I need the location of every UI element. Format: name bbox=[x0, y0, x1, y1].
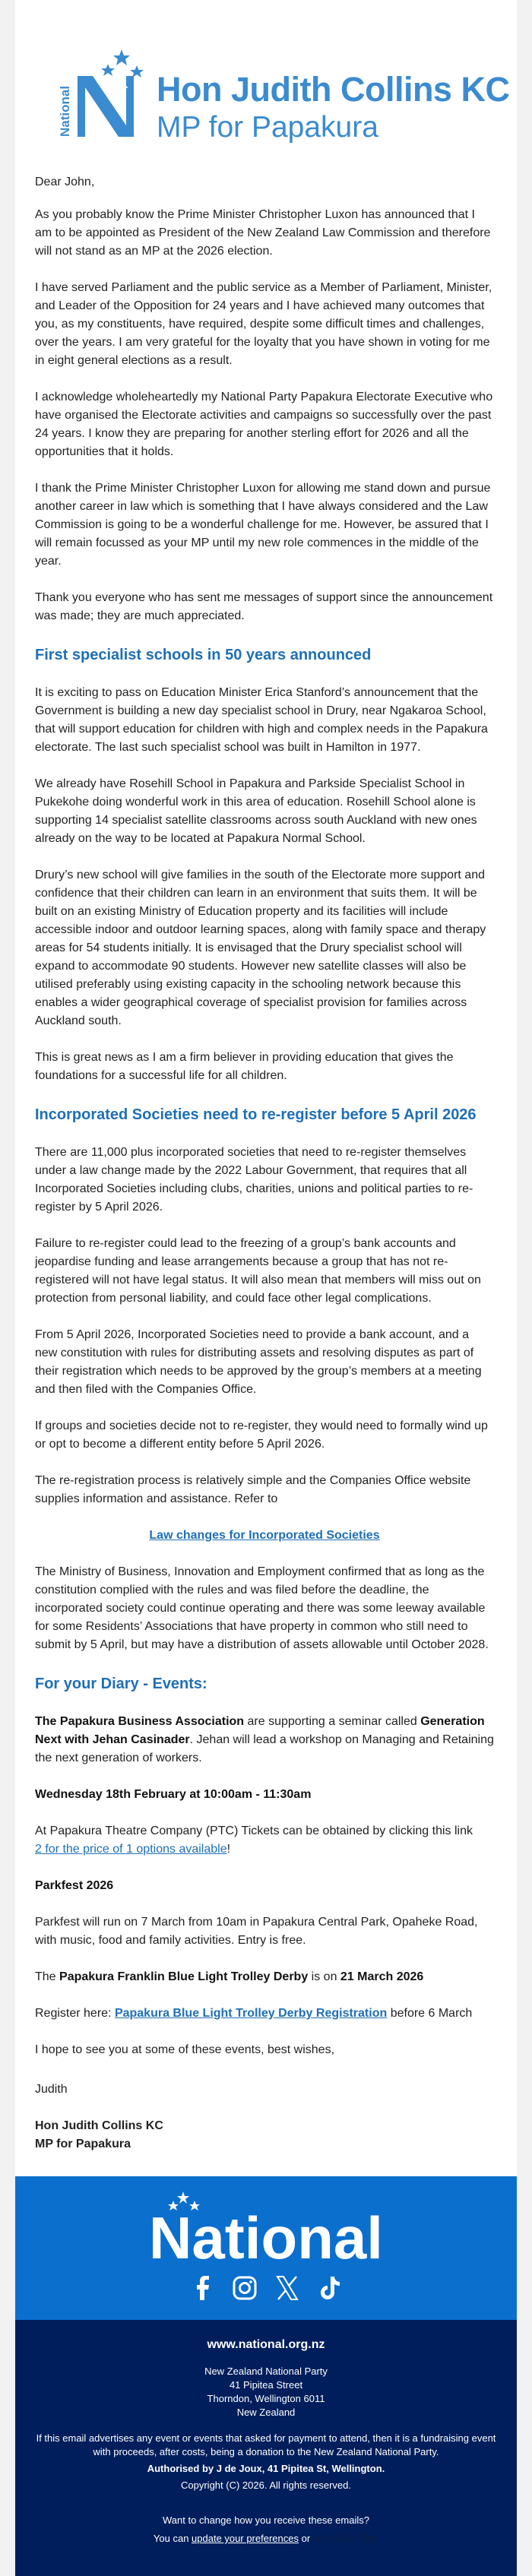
paragraph: Thank you everyone who has sent me messages of support since the announcement was made; they are much appreciated. bbox=[35, 591, 493, 622]
section-heading-schools: First specialist schools in 50 years announced bbox=[35, 647, 372, 663]
text: . Jehan will lead a workshop on Managing and Retaining the next generation of workers. bbox=[35, 1733, 494, 1764]
section-heading-societies: Incorporated Societies need to re-register before 5 April 2026 bbox=[35, 1106, 477, 1123]
event-ptc bbox=[35, 1822, 494, 1859]
parkfest-title bbox=[35, 1877, 494, 1895]
greeting: Dear John, bbox=[35, 176, 95, 188]
paragraph: I thank the Prime Minister Christopher Luxon for allowing me stand down and pursue another career in law which is something that I have always considered and the Law Commission is going to be a wonderful challenge for me. However, be assured that I will remain focussed as your MP until my new role commences in the middle of the year. bbox=[35, 482, 491, 568]
text: Register here: bbox=[35, 2007, 115, 2020]
instagram-icon[interactable] bbox=[232, 2275, 258, 2301]
footer-info bbox=[15, 2320, 517, 2576]
paragraph: I acknowledge wholeheartedly my National Party Papakura Electorate Executive who have organised the Electorate activities and campaigns so successfully over the past 24 years. I know they are preparing for another sterling effort for 2026 and all the opportunities that it holds. bbox=[35, 391, 493, 458]
website-link[interactable]: www.national.org.nz bbox=[207, 2338, 325, 2351]
paragraph: We already have Rosehill School in Papakura and Parkside Specialist School in Pukekohe doing wonderful work in this area of education. Rosehill School alone is supporting 14 specialist satellite classrooms across south Auckland with new ones already on the way to be located at Papakura Normal School. bbox=[35, 777, 477, 845]
email-card bbox=[15, 0, 517, 2576]
section-heading-events: For your Diary - Events: bbox=[35, 1676, 207, 1692]
email-header bbox=[15, 0, 517, 167]
address-line: New Zealand National Party bbox=[204, 2366, 328, 2377]
signature-role: MP for Papakura bbox=[35, 2138, 131, 2150]
paragraph: From 5 April 2026, Incorporated Societies need to provide a bank account, and a new constitution with rules for distributing assets and resolving disputes as part of their registration which needs to be approved by the group’s members at a meeting and then filed with the Companies Office. bbox=[35, 1328, 482, 1396]
text: You can bbox=[153, 2533, 192, 2544]
link-row bbox=[35, 1527, 494, 1545]
paragraph: The Ministry of Business, Innovation and Employment confirmed that as long as the constitution complied with the rules and was filed before the deadline, the incorporated society could continue operating and there was some leeway available for some Residents’ Associations that have property in common who still need to submit by 5 April, but may have a distribution of assets allowable until October 2028. bbox=[35, 1565, 489, 1651]
derby-registration-link[interactable]: Papakura Blue Light Trolley Derby Registration bbox=[114, 2007, 388, 2020]
event-title: Parkfest 2026 bbox=[35, 1879, 114, 1892]
paragraph: This is great news as I am a firm believer in providing education that gives the foundations for a successful life for all children. bbox=[35, 1051, 454, 1082]
closing-line: I hope to see you at some of these events, best wishes, bbox=[35, 2043, 335, 2056]
text: or bbox=[298, 2533, 313, 2544]
authorisation: Authorised by J de Joux, 41 Pipitea St, Wellington. bbox=[147, 2463, 385, 2474]
societies-law-link[interactable]: Law changes for Incorporated Societies bbox=[149, 1529, 380, 1542]
paragraph: If groups and societies decide not to re-register, they would need to formally wind up or opt to become a different entity before 5 April 2026. bbox=[35, 1419, 488, 1451]
address-line: Thorndon, Wellington 6011 bbox=[207, 2393, 325, 2404]
event-time bbox=[35, 1786, 494, 1804]
signoff-first-name: Judith bbox=[35, 2083, 68, 2096]
mp-electorate-title: MP for Papakura bbox=[157, 111, 378, 144]
paragraph: I have served Parliament and the public service as a Member of Parliament, Minister, and Leader of the Opposition for 24 years and I have achieved many outcomes that you, as my constituents, have required, despite some difficult times and challenges, over the years. I am very grateful for the loyalty that you have shown in voting for me in eight general elections as a result. bbox=[35, 281, 492, 367]
text: before 6 March bbox=[387, 2007, 473, 2020]
event-name: Papakura Franklin Blue Light Trolley Derby bbox=[59, 1970, 309, 1983]
ptc-tickets-link[interactable]: 2 for the price of 1 options available bbox=[35, 1843, 227, 1856]
svg-text:National: National bbox=[58, 85, 72, 137]
event-pba bbox=[35, 1713, 494, 1767]
footer-brand bbox=[15, 2176, 517, 2320]
paragraph: As you probably know the Prime Minister Christopher Luxon has announced that I am to be appointed as President of the New Zealand Law Commission and therefore will not stand as an MP at the 2026 election. bbox=[35, 208, 491, 258]
text: At Papakura Theatre Company (PTC) Tickets can be obtained by clicking this link bbox=[35, 1824, 473, 1837]
signature-name: Hon Judith Collins KC bbox=[35, 2119, 163, 2132]
preferences-question: Want to change how you receive these emails? bbox=[163, 2514, 369, 2526]
paragraph: Failure to re-register could lead to the freezing of a group’s bank accounts and jeopardise funding and lease arrangements because a group that has not re-registered will not have legal status. It will also mean that members will miss out on protection from personal liability, and could face other legal complications. bbox=[35, 1237, 481, 1305]
x-icon[interactable] bbox=[274, 2275, 300, 2301]
org-name: The Papakura Business Association bbox=[35, 1715, 245, 1728]
address bbox=[30, 2365, 502, 2419]
paragraph: The re-registration process is relatively simple and the Companies Office website supplies information and assistance. Refer to bbox=[35, 1474, 471, 1505]
national-logo bbox=[44, 46, 150, 141]
event-date: 21 March 2026 bbox=[340, 1970, 424, 1983]
paragraph: It is exciting to pass on Education Minister Erica Stanford’s announcement that the Government is building a new day specialist school in Drury, near Ngakaroa School, that will support education for children with high and complex needs in the Papakura electorate. The last such specialist school was built in Hamilton in 1977. bbox=[35, 686, 488, 754]
paragraph: There are 11,000 plus incorporated societies that need to re-register themselves under a law change made by the 2022 Labour Government, that requires that all Incorporated Societies including clubs, charities, unions and political parties to re-register by 5 April 2026. bbox=[35, 1146, 473, 1214]
signature bbox=[35, 2117, 494, 2154]
tiktok-icon[interactable] bbox=[317, 2275, 343, 2301]
email-body bbox=[15, 167, 517, 2176]
text: The bbox=[35, 1970, 60, 1983]
derby-register bbox=[35, 2005, 494, 2023]
paragraph: Drury’s new school will give families in the south of the Electorate more support and confidence that their children can learn in an environment that suits them. It will be built on an existing Ministry of Education property and its facilities will include accessible indoor and outdoor learning spaces, along with family space and therapy areas for 54 students initially. It is envisaged that the Drury specialist school will expand to accommodate 90 students. However new satellite classes will also be utilised preferably using existing capacity in the schooling network because this enables a wider geographical coverage of specialist provision for families across Auckland south. bbox=[35, 869, 486, 1027]
disclaimer: If this email advertises any event or events that asked for payment to attend, then it is a fundraising event with proceeds, after costs, being a donation to the New Zealand National Party. bbox=[36, 2432, 496, 2457]
address-line: New Zealand bbox=[236, 2407, 296, 2418]
mp-name-title: Hon Judith Collins KC bbox=[157, 70, 510, 109]
seminar-name: Generation Next with Jehan Casinader bbox=[35, 1715, 485, 1746]
text: are supporting a seminar called bbox=[244, 1715, 421, 1728]
national-wordmark-logo bbox=[149, 2190, 385, 2266]
address-line: 41 Pipitea Street bbox=[229, 2379, 303, 2391]
paragraph: Parkfest will run on 7 March from 10am in Papakura Central Park, Opaheke Road, with music, food and family activities. Entry is free. bbox=[35, 1916, 478, 1947]
event-datetime: Wednesday 18th February at 10:00am - 11:30am bbox=[35, 1788, 312, 1801]
copyright: Copyright (C) 2026. All rights reserved. bbox=[181, 2479, 351, 2491]
text: is on bbox=[308, 1970, 340, 1983]
social-links bbox=[15, 2275, 517, 2301]
event-derby bbox=[35, 1968, 494, 1986]
text: ! bbox=[226, 1843, 231, 1856]
facebook-icon[interactable] bbox=[189, 2275, 215, 2301]
svg-text:National: National bbox=[149, 2204, 383, 2266]
unsubscribe-link[interactable]: unsubscribe bbox=[312, 2532, 379, 2545]
update-preferences-link[interactable]: update your preferences bbox=[192, 2533, 299, 2544]
preferences-row bbox=[30, 2532, 502, 2546]
